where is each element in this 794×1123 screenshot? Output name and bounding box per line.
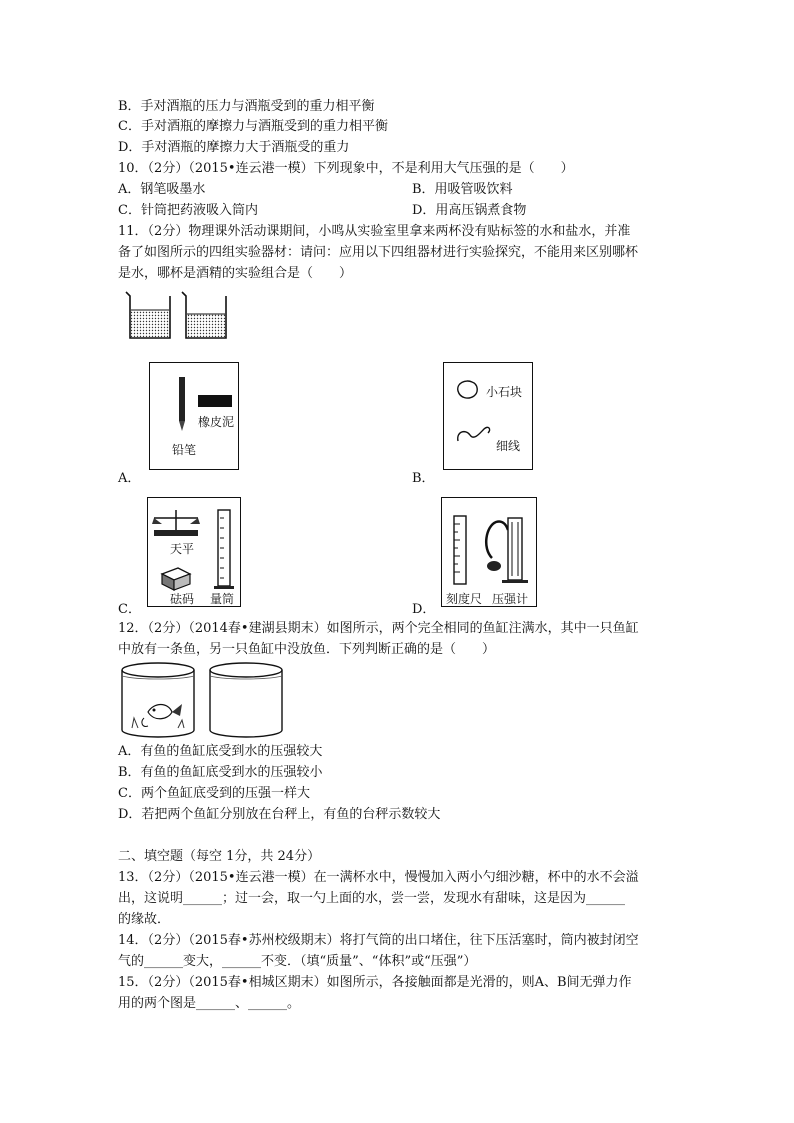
q10-option-b: B．用吸管吸饮料 bbox=[412, 182, 513, 197]
q11-stem-line2: 备了如图所示的四组实验器材：请问：应用以下四组器材进行实验探究，不能用来区别哪杯 bbox=[118, 245, 639, 260]
q13-line1: 13．（2分）（2015•连云港一模）在一满杯水中，慢慢加入两小勺细沙糖，杯中的水不会溢 bbox=[118, 870, 639, 885]
label-weights: 砝码 bbox=[170, 592, 195, 606]
q11-option-b: B． bbox=[412, 471, 435, 486]
empty-fish-tank-icon bbox=[210, 663, 282, 737]
q13-line2: 出，这说明______；过一会，取一勺上面的水，尝一尝，发现水有甜味，这是因为______ bbox=[118, 891, 626, 906]
weights-box-icon bbox=[162, 568, 190, 590]
label-string: 细线 bbox=[496, 439, 521, 453]
equipment-box-d bbox=[441, 497, 537, 607]
equipment-box-c bbox=[147, 497, 241, 607]
q11-stem-line3: 是水，哪杯是酒精的实验组合是（ ） bbox=[118, 266, 353, 281]
label-pressure-gauge: 压强计 bbox=[492, 592, 529, 606]
label-pencil: 铅笔 bbox=[172, 443, 197, 457]
pencil-icon bbox=[179, 377, 185, 431]
fish-icon bbox=[142, 704, 182, 726]
section-heading-fill-in: 二、填空题（每空 1分，共 24分） bbox=[118, 849, 321, 864]
label-stone: 小石块 bbox=[486, 385, 523, 399]
q11-stem-line1: 11．（2分）物理课外活动课期间，小鸣从实验室里拿来两杯没有贴标签的水和盐水，并准 bbox=[118, 224, 631, 239]
q12-option-c: C．两个鱼缸底受到的压强一样大 bbox=[118, 786, 310, 801]
stone-icon bbox=[458, 381, 477, 398]
graduated-cylinder-icon bbox=[214, 510, 234, 589]
fish-tanks-figure bbox=[118, 660, 290, 742]
equipment-box-a bbox=[149, 362, 239, 470]
q14-line1: 14．（2分）（2015春•苏州校级期末）将打气筒的出口堵住，往下压活塞时，筒内被封闭空 bbox=[118, 933, 639, 948]
q11-option-d: D． bbox=[412, 602, 436, 617]
q11-option-a: A． bbox=[118, 471, 141, 486]
q9-option-b: B．手对酒瓶的压力与酒瓶受到的重力相平衡 bbox=[118, 99, 375, 114]
label-ruler: 刻度尺 bbox=[446, 592, 483, 606]
plasticine-icon bbox=[198, 395, 232, 407]
q15-line2: 用的两个图是______、______。 bbox=[118, 996, 301, 1011]
q10-option-c: C．针筒把药液吸入筒内 bbox=[118, 203, 258, 218]
label-cylinder: 量筒 bbox=[210, 592, 235, 606]
q13-line3: 的缘故． bbox=[118, 912, 171, 927]
q15-line1: 15．（2分）（2015春•相城区期末）如图所示，各接触面都是光滑的，则A、B间无弹力作 bbox=[118, 975, 632, 990]
q11-option-c: C． bbox=[118, 602, 141, 617]
q9-option-c: C．手对酒瓶的摩擦力与酒瓶受到的重力相平衡 bbox=[118, 119, 388, 134]
equipment-box-b bbox=[443, 362, 533, 470]
string-icon bbox=[458, 427, 490, 441]
q9-option-d: D．手对酒瓶的摩擦力大于酒瓶受的重力 bbox=[118, 140, 350, 155]
q12-option-b: B．有鱼的鱼缸底受到水的压强较小 bbox=[118, 765, 323, 780]
q12-option-d: D．若把两个鱼缸分别放在台秤上，有鱼的台秤示数较大 bbox=[118, 807, 441, 822]
q10-option-d: D．用高压锅煮食物 bbox=[412, 203, 527, 218]
beaker-right-icon bbox=[182, 292, 226, 338]
label-balance: 天平 bbox=[170, 542, 195, 556]
q14-line2: 气的______变大，______不变．（填“质量”、“体积”或“压强”） bbox=[118, 954, 477, 969]
q10-option-a: A．钢笔吸墨水 bbox=[118, 182, 206, 197]
beaker-left-icon bbox=[126, 292, 170, 338]
ruler-icon bbox=[454, 516, 466, 584]
pressure-gauge-icon bbox=[486, 518, 528, 583]
q12-option-a: A．有鱼的鱼缸底受到水的压强较大 bbox=[118, 744, 323, 759]
q10-stem: 10．（2分）（2015•连云港一模）下列现象中，不是利用大气压强的是（ ） bbox=[118, 161, 574, 176]
two-beakers-figure bbox=[124, 290, 234, 342]
balance-icon bbox=[152, 510, 200, 536]
fish-tank-with-fish-icon bbox=[122, 663, 194, 737]
q12-stem-line1: 12．（2分）（2014春•建湖县期末）如图所示，两个完全相同的鱼缸注满水，其中一只鱼缸 bbox=[118, 621, 639, 636]
label-plasticine: 橡皮泥 bbox=[198, 415, 235, 429]
q12-stem-line2: 中放有一条鱼，另一只鱼缸中没放鱼．下列判断正确的是（ ） bbox=[118, 642, 496, 657]
